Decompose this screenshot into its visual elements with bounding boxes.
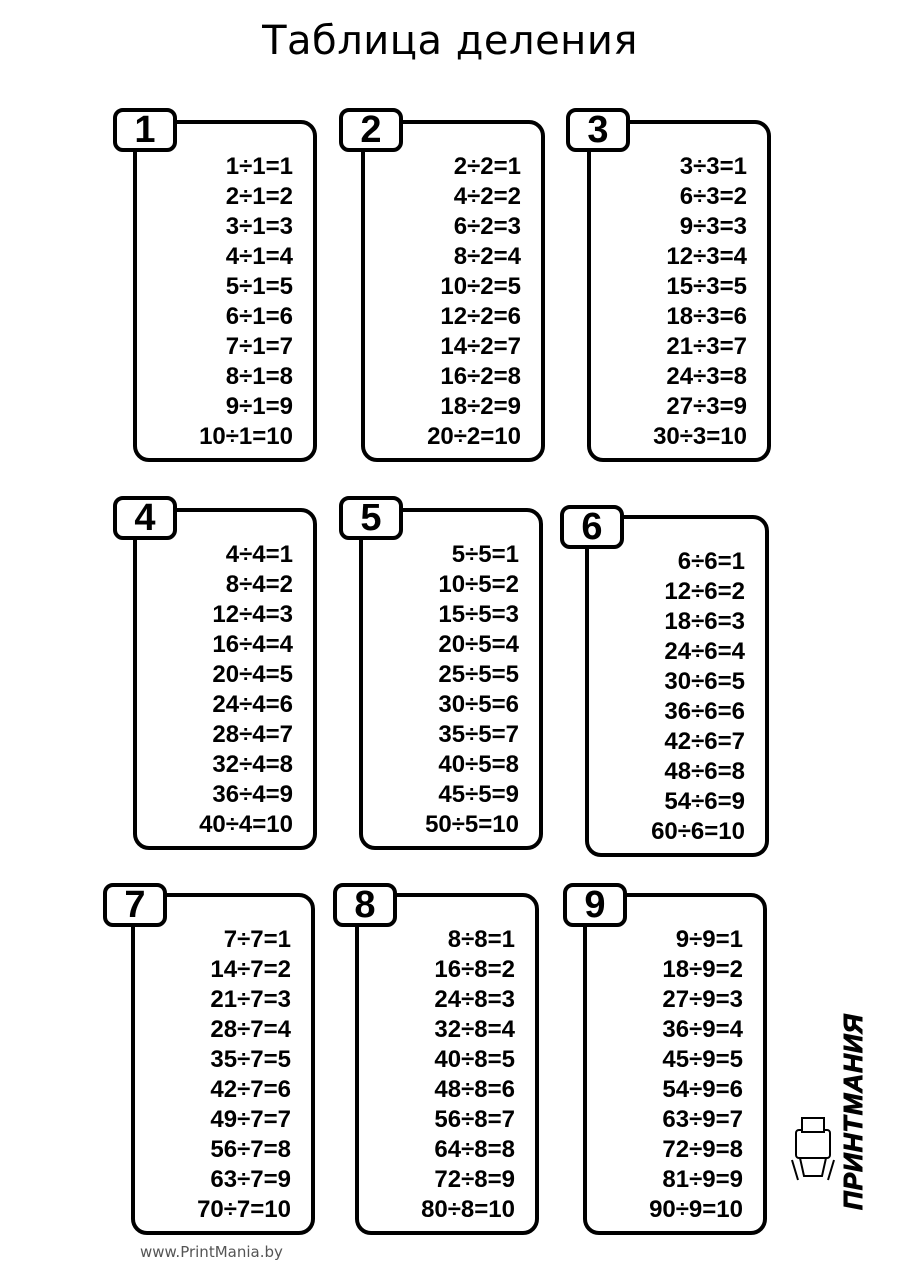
table-rows [653, 152, 747, 452]
table-row: 16÷2=8 [440, 363, 521, 390]
table-row: 5÷1=5 [225, 273, 293, 300]
table-row: 63÷7=9 [210, 1166, 291, 1193]
table-row: 32÷4=8 [212, 751, 293, 778]
table-row: 12÷4=3 [212, 601, 293, 628]
table-row: 49÷7=7 [210, 1106, 291, 1133]
table-row: 36÷9=4 [662, 1016, 743, 1043]
table-card-3 [587, 120, 771, 462]
footer-url[interactable]: www.PrintMania.by [140, 1243, 283, 1261]
table-row: 48÷6=8 [664, 758, 745, 785]
table-row: 40÷8=5 [434, 1046, 515, 1073]
table-row: 72÷8=9 [434, 1166, 515, 1193]
table-row: 54÷6=9 [664, 788, 745, 815]
table-row: 4÷4=1 [225, 541, 293, 568]
table-row: 14÷7=2 [210, 956, 291, 983]
table-row: 7÷7=1 [223, 926, 291, 953]
table-row: 16÷8=2 [434, 956, 515, 983]
table-row: 56÷8=7 [434, 1106, 515, 1133]
table-card-4 [133, 508, 317, 850]
table-row: 32÷8=4 [434, 1016, 515, 1043]
table-number-badge: 5 [339, 496, 403, 540]
table-rows [425, 540, 519, 840]
table-row: 4÷1=4 [225, 243, 293, 270]
table-row: 16÷4=4 [212, 631, 293, 658]
table-row: 3÷3=1 [679, 153, 747, 180]
table-row: 2÷1=2 [225, 183, 293, 210]
table-row: 20÷5=4 [438, 631, 519, 658]
table-card-7 [131, 893, 315, 1235]
table-row: 80÷8=10 [421, 1196, 515, 1223]
table-number-badge: 8 [333, 883, 397, 927]
table-row: 54÷9=6 [662, 1076, 743, 1103]
table-rows [649, 925, 743, 1225]
table-number-badge: 1 [113, 108, 177, 152]
table-row: 21÷3=7 [666, 333, 747, 360]
table-row: 18÷6=3 [664, 608, 745, 635]
table-row: 6÷6=1 [677, 548, 745, 575]
table-row: 36÷4=9 [212, 781, 293, 808]
table-rows [427, 152, 521, 452]
table-row: 35÷5=7 [438, 721, 519, 748]
table-card-1 [133, 120, 317, 462]
table-row: 20÷2=10 [427, 423, 521, 450]
table-row: 7÷1=7 [225, 333, 293, 360]
table-row: 24÷4=6 [212, 691, 293, 718]
table-row: 18÷9=2 [662, 956, 743, 983]
table-row: 24÷3=8 [666, 363, 747, 390]
table-row: 45÷5=9 [438, 781, 519, 808]
printmania-logo-text: ПРИНТМАНИЯ [838, 1013, 868, 1210]
table-card-5 [359, 508, 543, 850]
table-row: 14÷2=7 [440, 333, 521, 360]
table-rows [199, 152, 293, 452]
table-number-badge: 7 [103, 883, 167, 927]
table-card-6 [585, 515, 769, 857]
table-row: 30÷3=10 [653, 423, 747, 450]
table-row: 8÷4=2 [225, 571, 293, 598]
table-row: 28÷7=4 [210, 1016, 291, 1043]
table-row: 27÷9=3 [662, 986, 743, 1013]
table-rows [197, 925, 291, 1225]
table-number-badge: 6 [560, 505, 624, 549]
table-row: 12÷6=2 [664, 578, 745, 605]
table-row: 18÷2=9 [440, 393, 521, 420]
table-number-badge: 4 [113, 496, 177, 540]
table-row: 3÷1=3 [225, 213, 293, 240]
table-row: 63÷9=7 [662, 1106, 743, 1133]
table-row: 40÷4=10 [199, 811, 293, 838]
table-row: 8÷8=1 [447, 926, 515, 953]
table-row: 27÷3=9 [666, 393, 747, 420]
table-row: 36÷6=6 [664, 698, 745, 725]
table-row: 12÷3=4 [666, 243, 747, 270]
table-row: 60÷6=10 [651, 818, 745, 845]
table-rows [199, 540, 293, 840]
table-row: 6÷3=2 [679, 183, 747, 210]
table-row: 81÷9=9 [662, 1166, 743, 1193]
table-row: 24÷6=4 [664, 638, 745, 665]
table-row: 70÷7=10 [197, 1196, 291, 1223]
table-row: 40÷5=8 [438, 751, 519, 778]
table-row: 15÷5=3 [438, 601, 519, 628]
page-title: Таблица деления [262, 18, 638, 64]
table-row: 4÷2=2 [453, 183, 521, 210]
table-rows [421, 925, 515, 1225]
table-card-9 [583, 893, 767, 1235]
table-number-badge: 3 [566, 108, 630, 152]
table-number-badge: 2 [339, 108, 403, 152]
table-row: 9÷1=9 [225, 393, 293, 420]
table-row: 10÷5=2 [438, 571, 519, 598]
table-row: 20÷4=5 [212, 661, 293, 688]
table-row: 72÷9=8 [662, 1136, 743, 1163]
table-row: 56÷7=8 [210, 1136, 291, 1163]
table-card-8 [355, 893, 539, 1235]
table-row: 8÷1=8 [225, 363, 293, 390]
table-row: 18÷3=6 [666, 303, 747, 330]
table-row: 6÷1=6 [225, 303, 293, 330]
table-row: 12÷2=6 [440, 303, 521, 330]
table-number-badge: 9 [563, 883, 627, 927]
table-row: 90÷9=10 [649, 1196, 743, 1223]
table-row: 30÷6=5 [664, 668, 745, 695]
table-row: 9÷9=1 [675, 926, 743, 953]
table-row: 42÷7=6 [210, 1076, 291, 1103]
table-row: 25÷5=5 [438, 661, 519, 688]
table-row: 8÷2=4 [453, 243, 521, 270]
table-row: 2÷2=1 [453, 153, 521, 180]
table-row: 42÷6=7 [664, 728, 745, 755]
table-row: 5÷5=1 [451, 541, 519, 568]
table-row: 45÷9=5 [662, 1046, 743, 1073]
table-row: 15÷3=5 [666, 273, 747, 300]
table-row: 28÷4=7 [212, 721, 293, 748]
table-row: 64÷8=8 [434, 1136, 515, 1163]
table-row: 35÷7=5 [210, 1046, 291, 1073]
table-row: 24÷8=3 [434, 986, 515, 1013]
table-card-2 [361, 120, 545, 462]
table-row: 21÷7=3 [210, 986, 291, 1013]
table-row: 50÷5=10 [425, 811, 519, 838]
table-row: 48÷8=6 [434, 1076, 515, 1103]
table-rows [651, 547, 745, 847]
table-row: 30÷5=6 [438, 691, 519, 718]
table-row: 10÷1=10 [199, 423, 293, 450]
table-row: 10÷2=5 [440, 273, 521, 300]
table-row: 6÷2=3 [453, 213, 521, 240]
table-row: 1÷1=1 [225, 153, 293, 180]
table-row: 9÷3=3 [679, 213, 747, 240]
